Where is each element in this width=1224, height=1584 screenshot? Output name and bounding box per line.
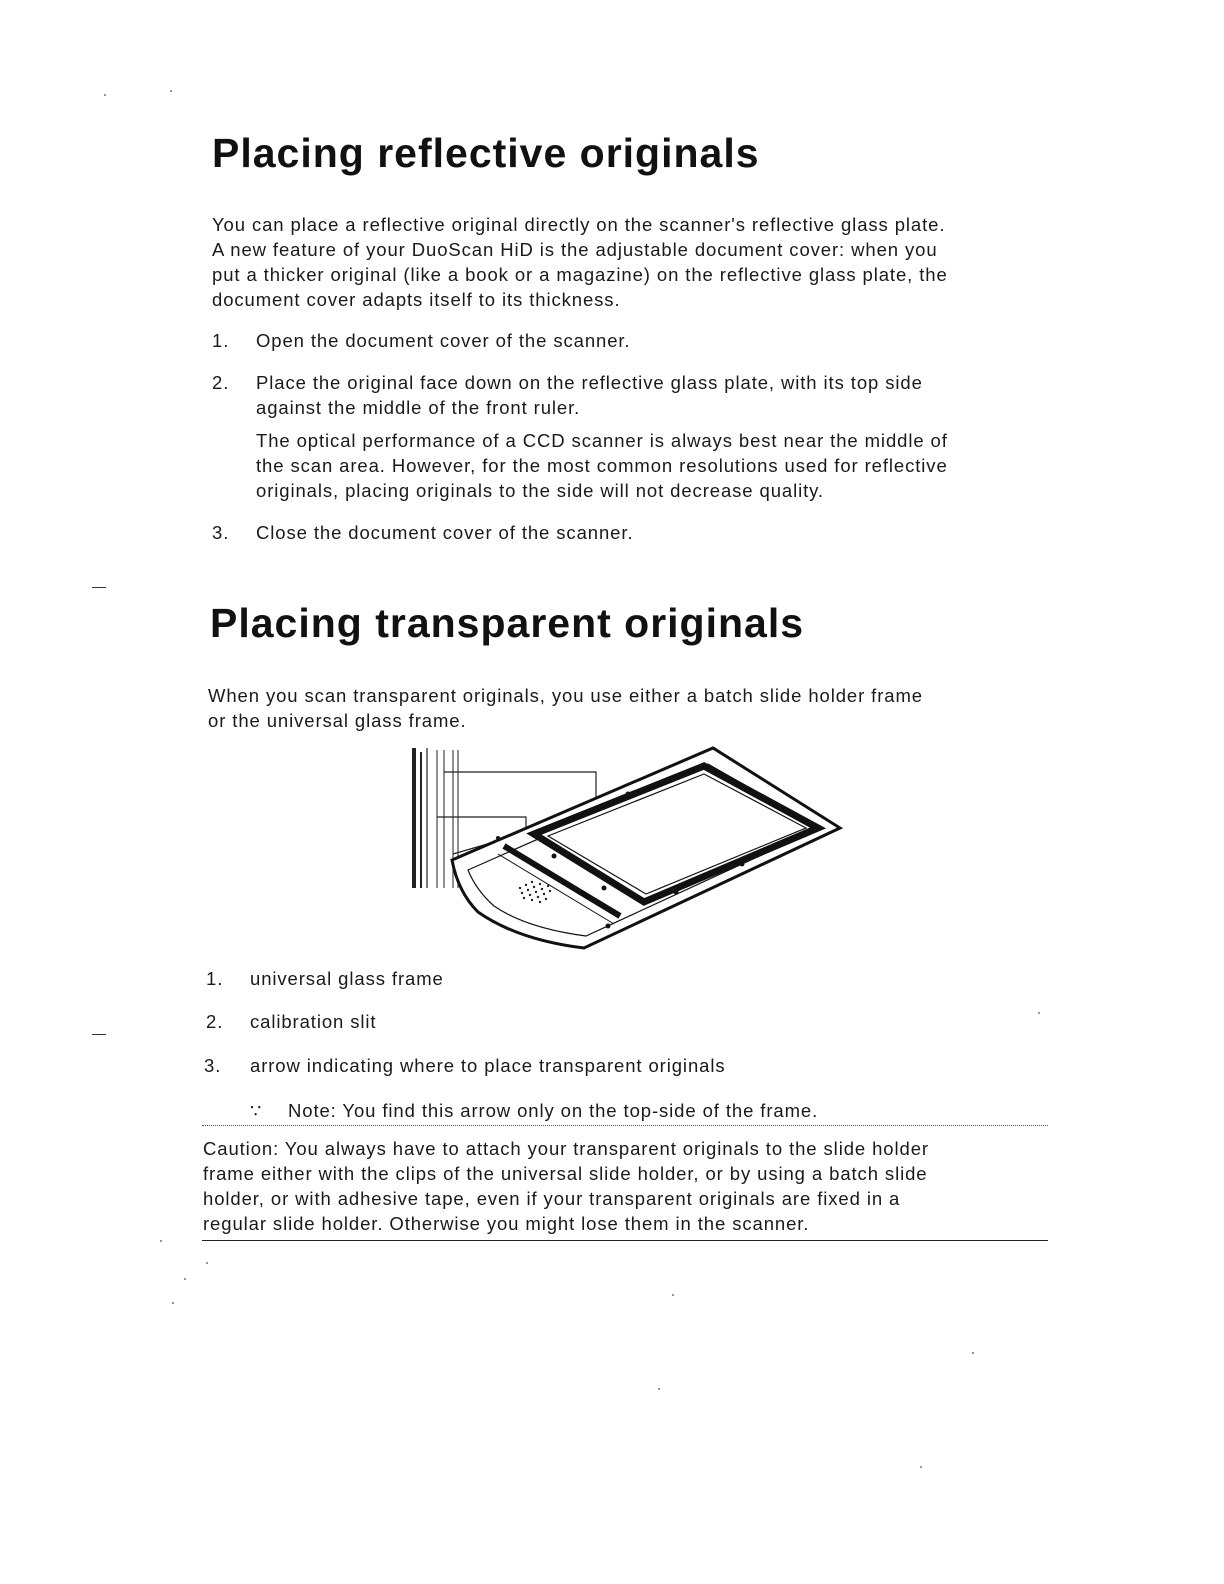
scan-speck xyxy=(160,1240,162,1242)
legend-number: 2. xyxy=(206,1011,224,1032)
caution-top-rule xyxy=(202,1125,1048,1126)
text-line: Caution: You always have to attach your transparent originals to the slide holder xyxy=(203,1138,929,1159)
text-line: the scan area. However, for the most common resolutions used for reflective xyxy=(256,455,948,476)
legend-text: calibration slit xyxy=(250,1011,377,1032)
step-number: 2. xyxy=(212,372,230,393)
scan-speck xyxy=(1038,1012,1040,1014)
scan-speck xyxy=(658,1388,660,1390)
text-line: put a thicker original (like a book or a magazine) on the reflective glass plate, the xyxy=(212,264,948,285)
scanner-glass-frame-illustration xyxy=(408,742,848,952)
step-item xyxy=(212,370,923,420)
caution-paragraph xyxy=(203,1136,929,1236)
caution-bottom-rule xyxy=(202,1240,1048,1241)
text-line: You can place a reflective original directly on the scanner's reflective glass plate. xyxy=(212,214,946,235)
text-line: A new feature of your DuoScan HiD is the adjustable document cover: when you xyxy=(212,239,938,260)
note-text: Note: You find this arrow only on the top-side of the frame. xyxy=(288,1100,819,1121)
scan-speck xyxy=(184,1278,186,1280)
step-2-note-paragraph xyxy=(256,428,948,503)
note-line xyxy=(250,1098,818,1124)
scan-speck xyxy=(172,1302,174,1304)
transparent-intro-paragraph xyxy=(208,683,923,733)
text-line: or the universal glass frame. xyxy=(208,710,467,731)
text-line: document cover adapts itself to its thickness. xyxy=(212,289,621,310)
step-text: against the middle of the front ruler. xyxy=(256,397,581,418)
legend-number: 3. xyxy=(204,1055,222,1076)
legend-item xyxy=(206,966,444,991)
scan-speck xyxy=(972,1352,974,1354)
callout-bars xyxy=(414,748,458,888)
legend-number: 1. xyxy=(206,968,224,989)
reflective-intro-paragraph xyxy=(212,212,948,312)
step-text: Open the document cover of the scanner. xyxy=(256,330,631,351)
scan-speck xyxy=(170,90,172,92)
step-number: 1. xyxy=(212,330,230,351)
text-line: frame either with the clips of the universal slide holder, or by using a batch slide xyxy=(203,1163,928,1184)
text-line: The optical performance of a CCD scanner is always best near the middle of xyxy=(256,430,948,451)
scan-speck xyxy=(104,94,106,96)
text-line: holder, or with adhesive tape, even if your transparent originals are fixed in a xyxy=(203,1188,901,1209)
scan-speck xyxy=(206,1262,208,1264)
text-line: originals, placing originals to the side will not decrease quality. xyxy=(256,480,824,501)
margin-mark xyxy=(92,1034,106,1035)
legend-text: arrow indicating where to place transparent originals xyxy=(250,1055,726,1076)
dot-triangle-icon: ∵ xyxy=(250,1101,263,1121)
scan-speck xyxy=(920,1466,922,1468)
section-title-reflective: Placing reflective originals xyxy=(212,130,760,176)
legend-item xyxy=(206,1009,376,1034)
step-item xyxy=(212,328,630,353)
scan-speck xyxy=(672,1294,674,1296)
text-line: When you scan transparent originals, you use either a batch slide holder frame xyxy=(208,685,923,706)
legend-item xyxy=(204,1053,726,1078)
step-item xyxy=(212,520,633,545)
text-line: regular slide holder. Otherwise you might lose them in the scanner. xyxy=(203,1213,810,1234)
margin-mark xyxy=(92,587,106,588)
section-title-transparent: Placing transparent originals xyxy=(210,600,805,646)
step-text: Close the document cover of the scanner. xyxy=(256,522,634,543)
step-number: 3. xyxy=(212,522,230,543)
step-text: Place the original face down on the reflective glass plate, with its top side xyxy=(256,372,923,393)
legend-text: universal glass frame xyxy=(250,968,444,989)
